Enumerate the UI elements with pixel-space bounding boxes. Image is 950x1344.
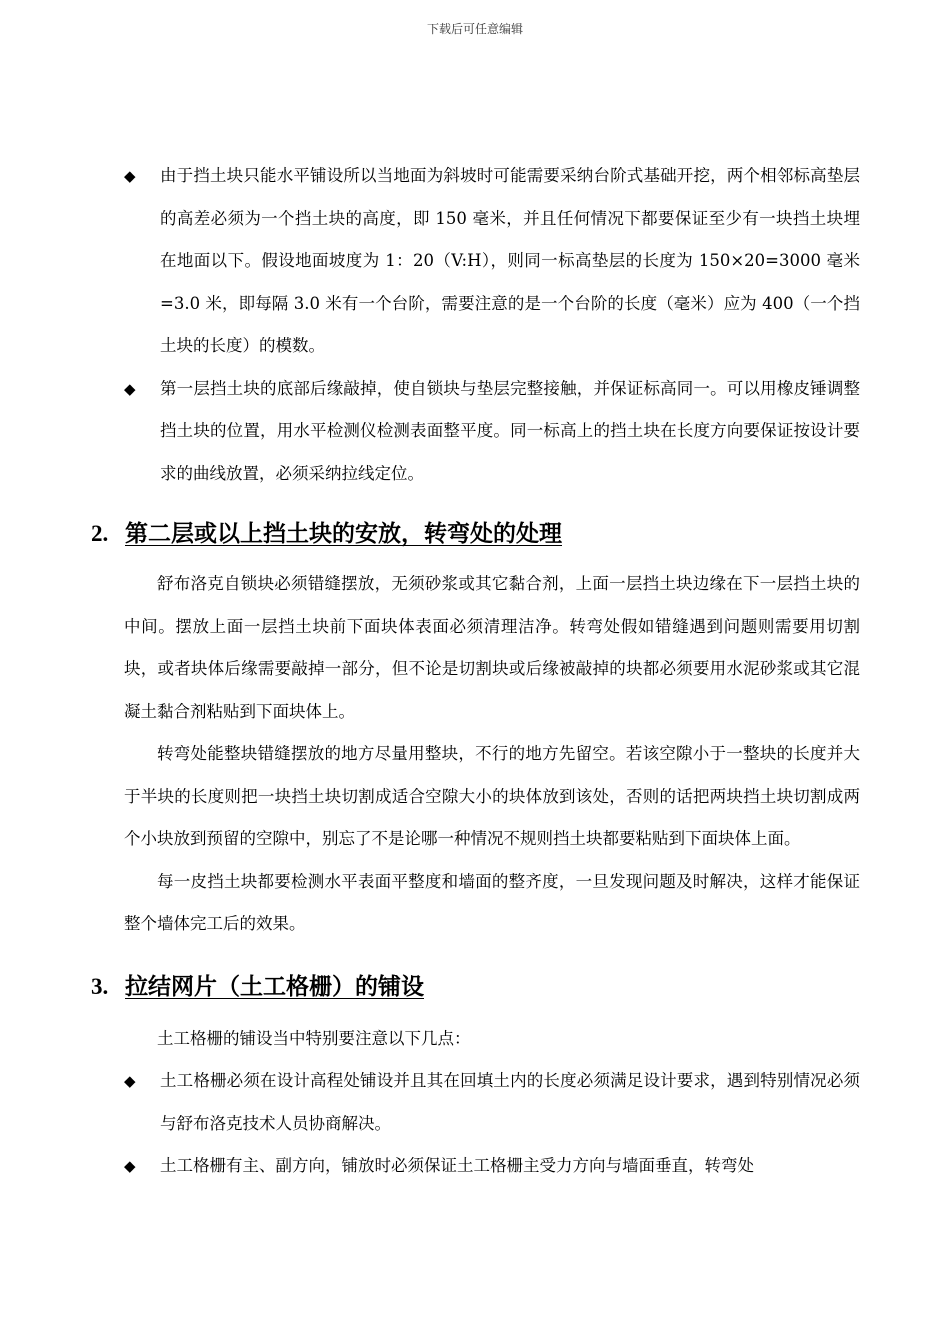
bullet-text: 第一层挡土块的底部后缘敲掉，使自锁块与垫层完整接触，并保证标高同一。可以用橡皮锤调整挡土块的位置，用水平检测仪检测表面整平度。同一标高上的挡土块在长度方向要保证按设计要求的曲线放置，必须采纳拉线定位。 xyxy=(160,378,860,483)
body-paragraph: 每一皮挡土块都要检测水平表面平整度和墙面的整齐度，一旦发现问题及时解决，这样才能保证整个墙体完工后的效果。 xyxy=(124,871,860,933)
document-body xyxy=(91,155,860,1188)
bullet-item xyxy=(124,1145,860,1188)
body-paragraph: 转弯处能整块错缝摆放的地方尽量用整块，不行的地方先留空。若该空隙小于一整块的长度并大于半块的长度则把一块挡土块切割成适合空隙大小的块体放到该处，否则的话把两块挡土块切割成两个小块放到预留的空隙中，别忘了不是论哪一种情况不规则挡土块都要粘贴到下面块体上面。 xyxy=(124,744,860,848)
page-header-note: 下载后可任意编辑 xyxy=(426,22,523,36)
section-number: 3. xyxy=(91,973,109,999)
diamond-bullet-icon: ◆ xyxy=(124,1072,136,1090)
bullet-text: 由于挡土块只能水平铺设所以当地面为斜坡时可能需要采纳台阶式基础开挖，两个相邻标高垫层的高差必须为一个挡土块的高度，即 150 毫米，并且任何情况下都要保证至少有一块挡土块埋在地面以下。假设地面坡度为 1：20（V:H），则同一标高垫层的长度为 150×20=3000 毫米=3.0 米，即每隔 3.0 米有一个台阶，需要注意的是一个台阶的长度（毫米）应为 400（一个挡土块的长度）的模数。 xyxy=(160,166,860,355)
section-title: 拉结网片（土工格栅）的铺设 xyxy=(125,972,424,1000)
body-paragraph: 舒布洛克自锁块必须错缝摆放，无须砂浆或其它黏合剂，上面一层挡土块边缘在下一层挡土块的中间。摆放上面一层挡土块前下面块体表面必须清理洁净。转弯处假如错缝遇到问题则需要用切割块，或者块体后缘需要敲掉一部分，但不论是切割块或后缘被敲掉的块都必须要用水泥砂浆或其它混凝土黏合剂粘贴到下面块体上。 xyxy=(124,574,860,721)
bullet-text: 土工格栅必须在设计高程处铺设并且其在回填土内的长度必须满足设计要求，遇到特别情况必须与舒布洛克技术人员协商解决。 xyxy=(160,1071,860,1133)
section-heading-3 xyxy=(91,972,860,1002)
section-title: 第二层或以上挡土块的安放，转弯处的处理 xyxy=(125,520,562,547)
diamond-bullet-icon: ◆ xyxy=(124,379,136,398)
bullet-item xyxy=(124,155,860,368)
diamond-bullet-icon: ◆ xyxy=(124,1157,136,1175)
section-heading-2 xyxy=(91,519,860,549)
bullet-item xyxy=(124,368,860,496)
diamond-bullet-icon: ◆ xyxy=(124,167,136,185)
bullet-item xyxy=(124,1060,860,1145)
bullet-text: 土工格栅有主、副方向，铺放时必须保证土工格栅主受力方向与墙面垂直，转弯处 xyxy=(160,1156,754,1175)
section-intro: 土工格栅的铺设当中特别要注意以下几点： xyxy=(157,1028,471,1048)
section-number: 2. xyxy=(91,521,109,546)
